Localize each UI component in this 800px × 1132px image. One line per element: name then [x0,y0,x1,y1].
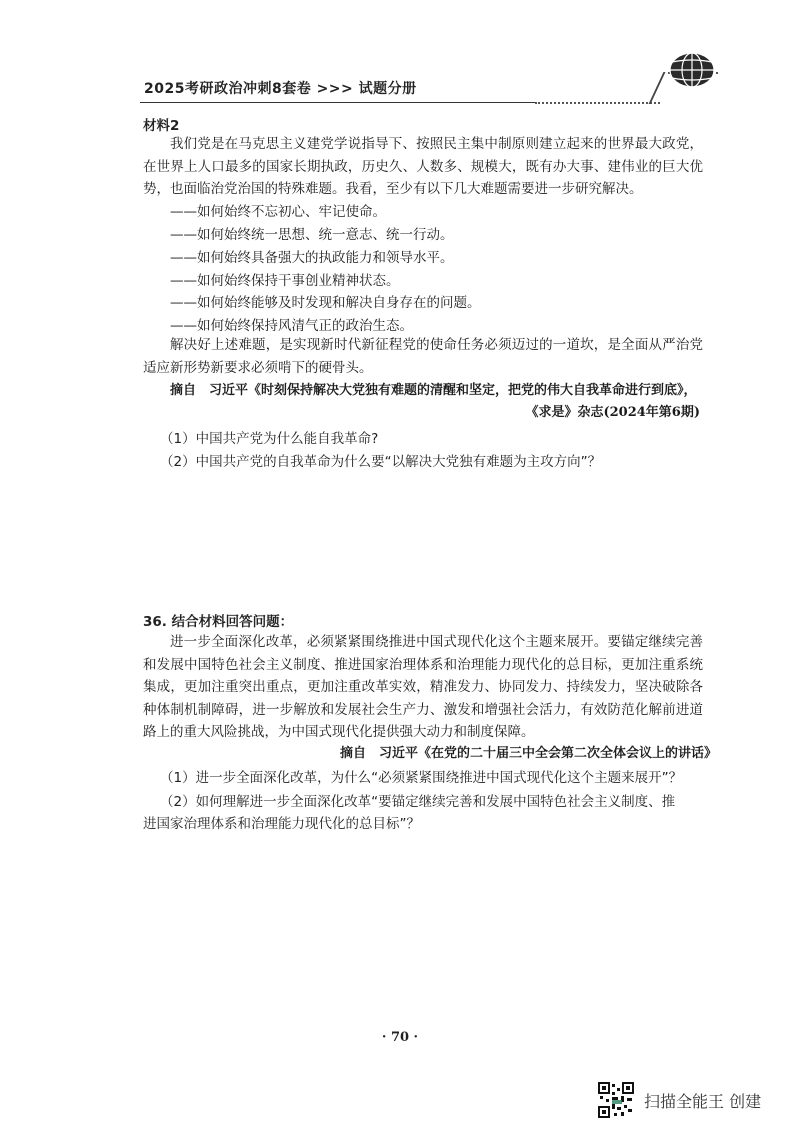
watermark-text: 扫描全能王 创建 [644,1092,762,1111]
question-36-source: 摘自 习近平《在党的二十届三中全会第二次全体会议上的讲话》 [340,746,718,761]
page-number: · 70 · [381,1030,419,1045]
material-2-source-journal: 《求是》杂志(2024年第6期) [525,405,700,420]
question-36-sub-1: （1）进一步全面深化改革，为什么“必须紧紧围绕推进中国式现代化这个主题来展开”？ [160,770,683,786]
question-36-label: 36. 结合材料回答问题： [143,614,294,630]
material-2-bullet: ——如何始终具备强大的执政能力和领导水平。 [170,250,454,266]
material-2-label: 材料2 [143,118,180,134]
question-36-sub-2-line-2: 进国家治理体系和治理能力现代化的总目标”？ [143,816,420,832]
globe-icon [668,50,716,90]
material-2-bullet: ——如何始终能够及时发现和解决自身存在的问题。 [170,295,481,311]
header-title: 2025考研政治冲刺8套卷 >>> 试题分册 [144,81,417,97]
page-header [140,62,720,112]
question-36-sub-2-line-1: （2）如何理解进一步全面深化改革“要锚定继续完善和发展中国特色社会主义制度、推 [160,794,676,810]
qr-code-icon [598,1082,634,1118]
material-2-bullet: ——如何始终保持干事创业精神状态。 [170,273,400,289]
header-dotted-line [535,102,660,104]
material-2-question-1: （1）中国共产党为什么能自我革命? [160,431,379,447]
material-2-source: 摘自 习近平《时刻保持解决大党独有难题的清醒和坚定，把党的伟大自我革命进行到底》， [170,383,697,398]
material-2-question-2: （2）中国共产党的自我革命为什么要“以解决大党独有难题为主攻方向”？ [160,454,602,470]
scanner-watermark [598,1082,788,1118]
header-underline [140,102,535,103]
material-2-bullet: ——如何始终保持风清气正的政治生态。 [170,318,413,334]
material-2-paragraph-2: 解决好上述难题，是实现新时代新征程党的使命任务必须迈过的一道坎，是全面从严治党适应新形势新要求必须啃下的硬骨头。 [143,337,703,376]
question-36-paragraph: 进一步全面深化改革，必须紧紧围绕推进中国式现代化这个主题来展开。要锚定继续完善和发展中国特色社会主义制度、推进国家治理体系和治理能力现代化的总目标，更加注重系统集成，更加注重突出重点，更加注重改革实效，精准发力、协同发力、持续发力，坚决破除各种体制机制障碍，进一步解放和发展社会生产力、激发和增强社会活力，有效防范化解前进道路上的重大风险挑战，为中国式现代化提供强大动力和制度保障。 [143,634,703,741]
material-2-paragraph-1: 我们党是在马克思主义建党学说指导下、按照民主集中制原则建立起来的世界最大政党，在世界上人口最多的国家长期执政，历史久、人数多、规模大，既有办大事、建伟业的巨大优势，也面临治党治国的特殊难题。我看，至少有以下几大难题需要进一步研究解决。 [143,136,703,198]
material-2-bullet: ——如何始终不忘初心、牢记使命。 [170,204,386,220]
material-2-bullet: ——如何始终统一思想、统一意志、统一行动。 [170,227,454,243]
header-slash [649,72,666,104]
